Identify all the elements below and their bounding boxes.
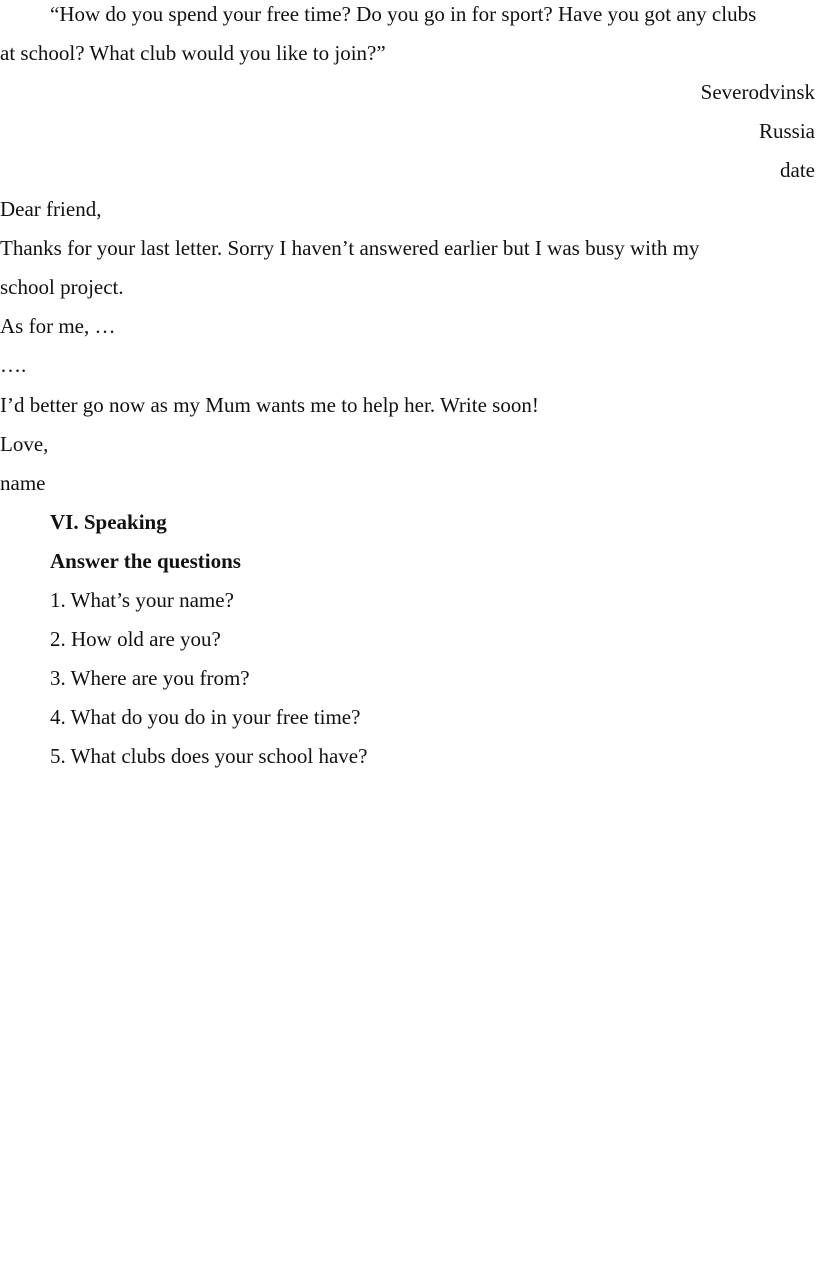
letter-opening-line-2: school project. [0, 275, 124, 299]
letter-body-start: As for me, … [0, 314, 116, 338]
address-date: date [780, 158, 815, 182]
question-item: 1. What’s your name? [50, 588, 234, 612]
section-instruction: Answer the questions [50, 549, 241, 573]
section-heading: VI. Speaking [50, 510, 167, 534]
question-item: 3. Where are you from? [50, 666, 250, 690]
question-item: 4. What do you do in your free time? [50, 705, 361, 729]
question-item: 5. What clubs does your school have? [50, 744, 368, 768]
letter-closing: I’d better go now as my Mum wants me to help her. Write soon! [0, 393, 539, 417]
prompt-line-1: “How do you spend your free time? Do you go in for sport? Have you got any clubs [50, 2, 757, 26]
question-item: 2. How old are you? [50, 627, 221, 651]
address-city: Severodvinsk [700, 80, 815, 104]
letter-signoff: Love, [0, 432, 49, 456]
prompt-line-2: at school? What club would you like to join?” [0, 41, 386, 65]
letter-greeting: Dear friend, [0, 197, 102, 221]
letter-signature: name [0, 471, 46, 495]
letter-opening-line-1: Thanks for your last letter. Sorry I haven’t answered earlier but I was busy with my [0, 236, 700, 260]
letter-ellipsis: …. [0, 353, 27, 377]
address-country: Russia [758, 119, 815, 143]
